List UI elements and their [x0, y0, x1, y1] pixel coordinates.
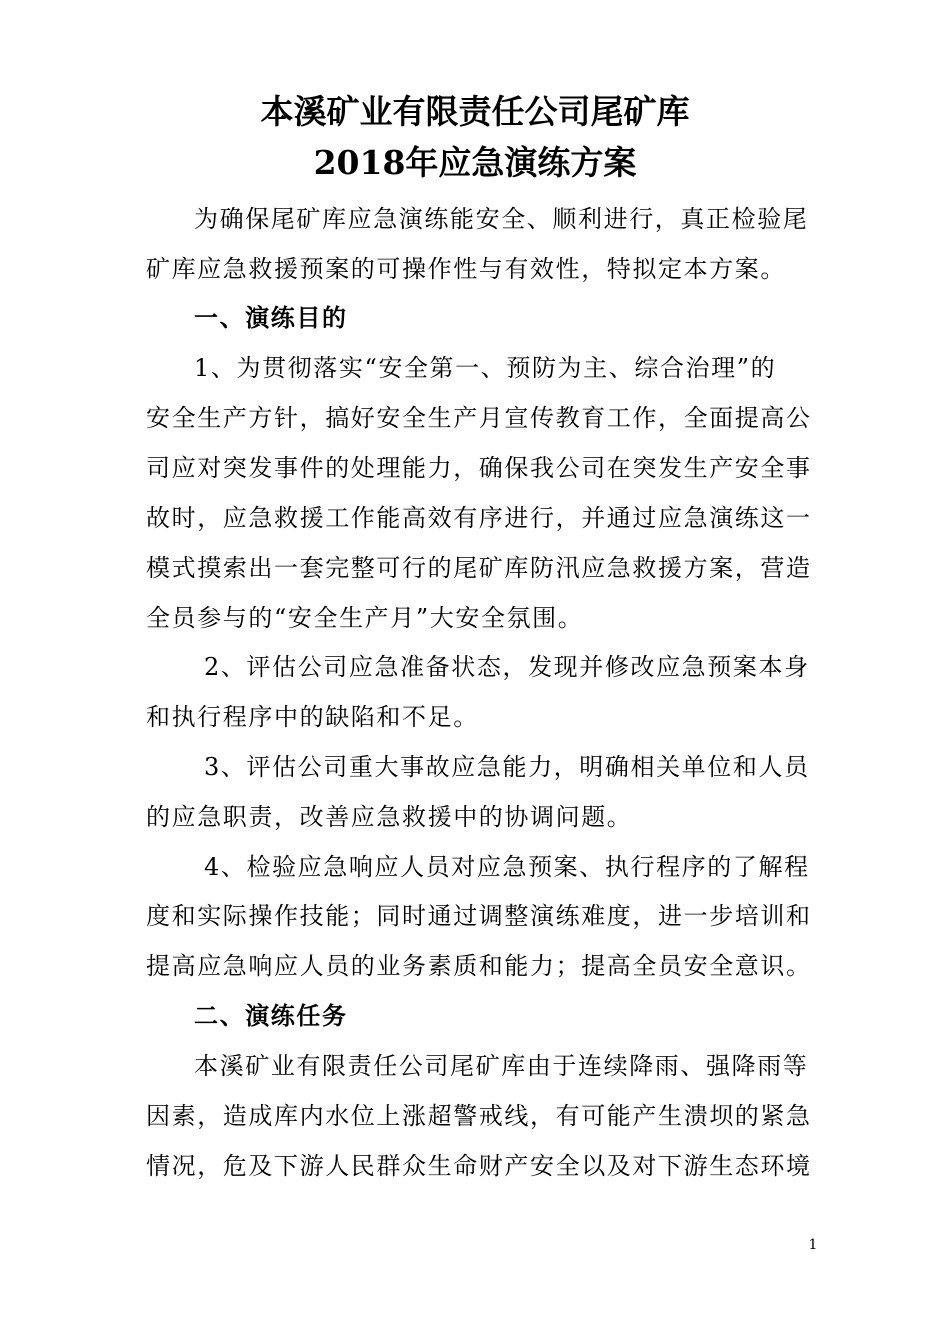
- body-line: 和执行程序中的缺陷和不足。: [146, 703, 479, 731]
- section-heading-tasks: 二、演练任务: [194, 1001, 348, 1030]
- body-line: 1、为贯彻落实“安全第一、预防为主、综合治理”的: [194, 354, 777, 382]
- body-line: 2、评估公司应急准备状态，发现并修改应急预案本身: [204, 653, 810, 681]
- page-number: 1: [808, 1237, 818, 1253]
- document-title: 本溪矿业有限责任公司尾矿库: [260, 92, 690, 131]
- body-line: 提高应急响应人员的业务素质和能力；提高全员安全意识。: [146, 952, 812, 980]
- body-line: 司应对突发事件的处理能力，确保我公司在突发生产安全事: [146, 454, 812, 482]
- body-line: 3、评估公司重大事故应急能力，明确相关单位和人员: [204, 753, 810, 781]
- body-line: 本溪矿业有限责任公司尾矿库由于连续降雨、强降雨等: [194, 1052, 809, 1080]
- body-line: 度和实际操作技能；同时通过调整演练难度，进一步培训和: [146, 902, 812, 930]
- body-line: 全员参与的“安全生产月”大安全氛围。: [146, 604, 584, 632]
- body-line: 矿库应急救援预案的可操作性与有效性，特拟定本方案。: [146, 255, 786, 283]
- body-line: 4、检验应急响应人员对应急预案、执行程序的了解程: [204, 853, 810, 881]
- document-subtitle: 2018年应急演练方案: [313, 143, 637, 182]
- section-heading-purpose: 一、演练目的: [194, 303, 348, 332]
- body-line: 模式摸索出一套完整可行的尾矿库防汛应急救援方案，营造: [146, 554, 812, 582]
- body-line: 因素，造成库内水位上涨超警戒线，有可能产生溃坝的紧急: [146, 1102, 812, 1130]
- body-line: 安全生产方针，搞好安全生产月宣传教育工作，全面提高公: [146, 404, 812, 432]
- body-line: 为确保尾矿库应急演练能安全、顺利进行，真正检验尾: [194, 205, 809, 233]
- body-line: 情况，危及下游人民群众生命财产安全以及对下游生态环境: [146, 1152, 812, 1180]
- body-line: 的应急职责，改善应急救援中的协调问题。: [146, 803, 633, 831]
- body-line: 故时，应急救援工作能高效有序进行，并通过应急演练这一: [146, 504, 812, 532]
